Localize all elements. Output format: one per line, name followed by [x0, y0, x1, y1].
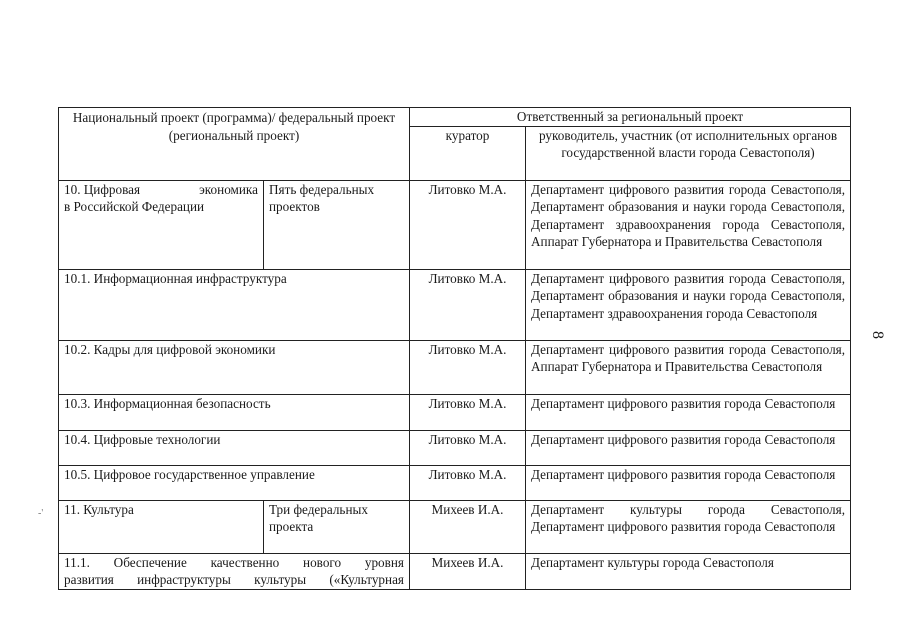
project-title: 10.5. Цифровое государственное управление [64, 466, 315, 482]
page-number: 8 [869, 331, 886, 339]
leader-text: Департамент цифрового развития города Севастополя [531, 395, 836, 411]
leader-text: Департамент культуры города Севастополя [531, 554, 774, 570]
project-cell [59, 465, 410, 500]
curator-name: Литовко М.А. [428, 395, 507, 411]
project-cell [59, 430, 410, 465]
table-row [59, 500, 851, 553]
table-row [59, 430, 851, 465]
curator-name: Литовко М.А. [428, 270, 507, 286]
curator-cell [410, 340, 526, 394]
curator-name: Литовко М.А. [428, 181, 507, 197]
project-title: 10.1. Информационная инфраструктура [64, 270, 287, 286]
project-title-part: в Российской Федерации [64, 199, 205, 214]
project-title: 10.3. Информационная безопасность [64, 395, 271, 411]
leader-cell [526, 180, 851, 269]
project-cell [59, 340, 410, 394]
curator-name: Михеев И.А. [431, 501, 504, 517]
leader-text: Департамент цифрового развития города Севастополя, Департамент образования и науки города Севастополя, Департамент здравоохранения города Севастополя, Аппарат Губернатора и Правительства Севастополя [531, 181, 846, 249]
note-text: Три федеральных проекта [269, 501, 368, 534]
curator-name: Литовко М.А. [428, 341, 507, 357]
table-row [59, 269, 851, 340]
header-leader-cell [526, 126, 851, 180]
project-title: 11. Культура [64, 501, 134, 517]
project-cell [59, 553, 410, 589]
curator-name: Литовко М.А. [428, 431, 507, 447]
project-cell [59, 180, 264, 269]
table-row [59, 394, 851, 430]
header-project-label: Национальный проект (программа)/ федеральный проект (региональный проект) [72, 110, 396, 143]
leader-text: Департамент цифрового развития города Севастополя [531, 466, 836, 482]
project-title-part: экономика [199, 181, 258, 197]
curator-name: Литовко М.А. [428, 466, 507, 482]
curator-cell [410, 269, 526, 340]
header-project-cell [59, 108, 410, 181]
project-title-line: развития инфраструктуры культуры («Культурная [64, 572, 405, 587]
leader-cell [526, 500, 851, 553]
project-cell [59, 269, 410, 340]
leader-text: Департамент цифрового развития города Севастополя, Аппарат Губернатора и Правительства Севастополя [531, 341, 846, 374]
curator-cell [410, 430, 526, 465]
header-row [59, 108, 851, 127]
leader-cell [526, 553, 851, 589]
leader-cell [526, 430, 851, 465]
scan-artifact: -' [38, 508, 44, 519]
curator-cell [410, 180, 526, 269]
header-curator-cell [410, 126, 526, 180]
leader-text: Департамент цифрового развития города Севастополя [531, 431, 836, 447]
project-title-part: 10. Цифровая [64, 181, 141, 197]
leader-cell [526, 394, 851, 430]
header-curator-label: куратор [445, 127, 490, 143]
note-text: Пять федеральных проектов [269, 181, 375, 214]
curator-name: Михеев И.А. [431, 554, 504, 570]
projects-table [58, 107, 851, 590]
project-cell [59, 394, 410, 430]
project-cell [59, 500, 264, 553]
project-title: 10.4. Цифровые технологии [64, 431, 221, 447]
table-row [59, 465, 851, 500]
leader-text: Департамент культуры города Севастополя, Департамент цифрового развития города Севастополя [531, 501, 846, 534]
table-row [59, 180, 851, 269]
leader-cell [526, 269, 851, 340]
table-row [59, 553, 851, 589]
curator-cell [410, 394, 526, 430]
table-row [59, 340, 851, 394]
project-title-line: 11.1. Обеспечение качественно нового уровня [64, 554, 405, 570]
project-title: 10.2. Кадры для цифровой экономики [64, 341, 276, 357]
note-cell [264, 500, 410, 553]
leader-cell [526, 340, 851, 394]
leader-text: Департамент цифрового развития города Севастополя, Департамент образования и науки города Севастополя, Департамент здравоохранения города Севастополя [531, 270, 846, 321]
leader-cell [526, 465, 851, 500]
curator-cell [410, 465, 526, 500]
header-responsible-cell [410, 108, 851, 127]
note-cell [264, 180, 410, 269]
header-leader-label: руководитель, участник (от исполнительных органов государственной власти города Севастополя) [538, 127, 838, 160]
header-responsible-label: Ответственный за региональный проект [516, 109, 744, 124]
curator-cell [410, 553, 526, 589]
curator-cell [410, 500, 526, 553]
